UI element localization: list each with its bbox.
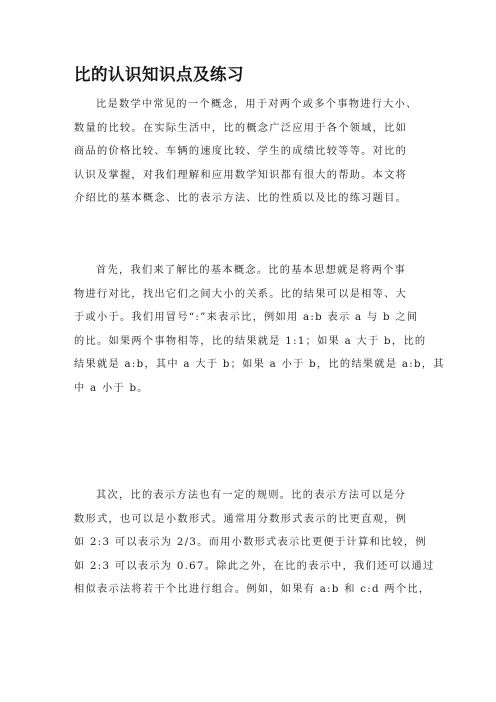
text-line: 介绍比的基本概念、比的表示方法、比的性质以及比的练习题目。 — [74, 193, 408, 204]
text-line: 认识及掌握，对我们理解和应用数学知识都有很大的帮助。本文将 — [74, 169, 408, 181]
text-line: 商品的价格比较、车辆的速度比较、学生的成绩比较等等。对比的 — [74, 146, 408, 157]
text-line: 数形式，也可以是小数形式。通常用分数形式表示的比更直观，例 — [74, 513, 408, 525]
paragraph-intro — [74, 93, 454, 211]
text-line: 如 2:3 可以表示为 2/3。而用小数形式表示比更便于计算和比较，例 — [74, 537, 427, 548]
document-title: 比的认识知识点及练习 — [74, 65, 244, 84]
text-line: 结果就是 a:b，其中 a 大于 b；如果 a 小于 b，比的结果就是 a:b，其 — [74, 359, 445, 370]
text-line: 于或小于。我们用冒号“:”来表示比，例如用 a:b 表示 a 与 b 之间 — [74, 312, 419, 323]
text-line: 其次，比的表示方法也有一定的规则。比的表示方法可以是分 — [96, 490, 407, 501]
text-line: 数量的比较。在实际生活中，比的概念广泛应用于各个领域，比如 — [74, 122, 408, 134]
paragraph-representation — [74, 484, 454, 602]
text-line: 中 a 小于 b。 — [74, 382, 149, 394]
text-line: 物进行对比，找出它们之间大小的关系。比的结果可以是相等、大 — [74, 288, 408, 300]
text-line: 相似表示法将若干个比进行组合。例如，如果有 a:b 和 c:d 两个比， — [74, 584, 431, 595]
text-line: 首先，我们来了解比的基本概念。比的基本思想就是将两个事 — [96, 265, 407, 276]
paragraph-basic-concept — [74, 259, 454, 400]
text-line: 的比。如果两个事物相等，比的结果就是 1:1；如果 a 大于 b，比的 — [74, 335, 427, 347]
text-line: 比是数学中常见的一个概念，用于对两个或多个事物进行大小、 — [96, 99, 418, 110]
text-line: 如 2:3 可以表示为 0.67。除此之外，在比的表示中，我们还可以通过 — [74, 560, 435, 572]
